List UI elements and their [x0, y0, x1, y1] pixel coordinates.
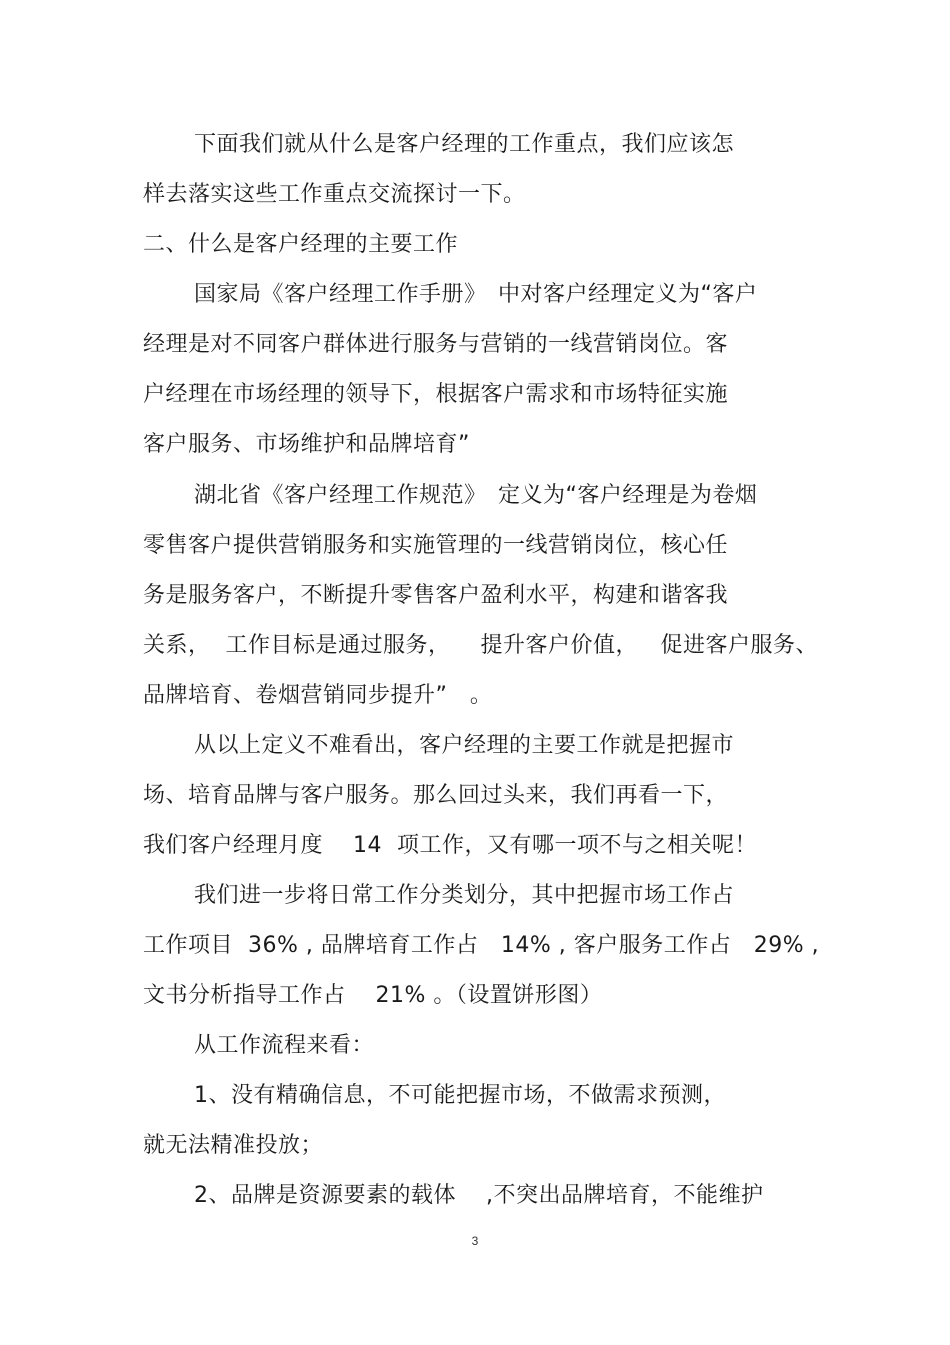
- paragraph-line: 我们进一步将日常工作分类划分，其中把握市场工作占: [194, 883, 735, 908]
- paragraph-line: 下面我们就从什么是客户经理的工作重点，我们应该怎: [194, 132, 735, 157]
- paragraph-line: 湖北省《客户经理工作规范》 定义为“客户经理是为卷烟: [194, 483, 758, 508]
- paragraph-line: 经理是对不同客户群体进行服务与营销的一线营销岗位。客: [143, 332, 729, 357]
- paragraph-line: 从以上定义不难看出，客户经理的主要工作就是把握市: [194, 733, 735, 758]
- paragraph-line: 样去落实这些工作重点交流探讨一下。: [143, 182, 526, 207]
- paragraph-line: 客户服务、市场维护和品牌培育”: [143, 432, 470, 457]
- list-item-continuation: 就无法精准投放；: [143, 1133, 324, 1158]
- paragraph-line: 场、培育品牌与客户服务。那么回过头来，我们再看一下，: [143, 783, 729, 808]
- section-heading: 二、什么是客户经理的主要工作: [143, 232, 459, 257]
- paragraph-line: 户经理在市场经理的领导下，根据客户需求和市场特征实施: [143, 382, 729, 407]
- page-number: 3: [471, 1234, 479, 1248]
- paragraph-line: 关系， 工作目标是通过服务， 提升客户价值， 促进客户服务、: [143, 633, 818, 658]
- list-item: 2、品牌是资源要素的载体 ,不突出品牌培育，不能维护: [194, 1183, 764, 1208]
- paragraph-line: 国家局《客户经理工作手册》 中对客户经理定义为“客户: [194, 282, 758, 307]
- paragraph-line: 文书分析指导工作占 21% 。（设置饼形图）: [143, 983, 603, 1008]
- paragraph-line: 零售客户提供营销服务和实施管理的一线营销岗位，核心任: [143, 533, 729, 558]
- paragraph-line: 我们客户经理月度 14 项工作，又有哪一项不与之相关呢！: [143, 833, 757, 858]
- paragraph-line: 务是服务客户，不断提升零售客户盈利水平，构建和谐客我: [143, 583, 729, 608]
- paragraph-line: 品牌培育、卷烟营销同步提升” 。: [143, 683, 493, 708]
- paragraph-line: 从工作流程来看：: [194, 1033, 375, 1058]
- list-item: 1、没有精确信息，不可能把握市场，不做需求预测，: [194, 1083, 726, 1108]
- paragraph-line: 工作项目 36% , 品牌培育工作占 14% , 客户服务工作占 29% ,: [143, 933, 820, 958]
